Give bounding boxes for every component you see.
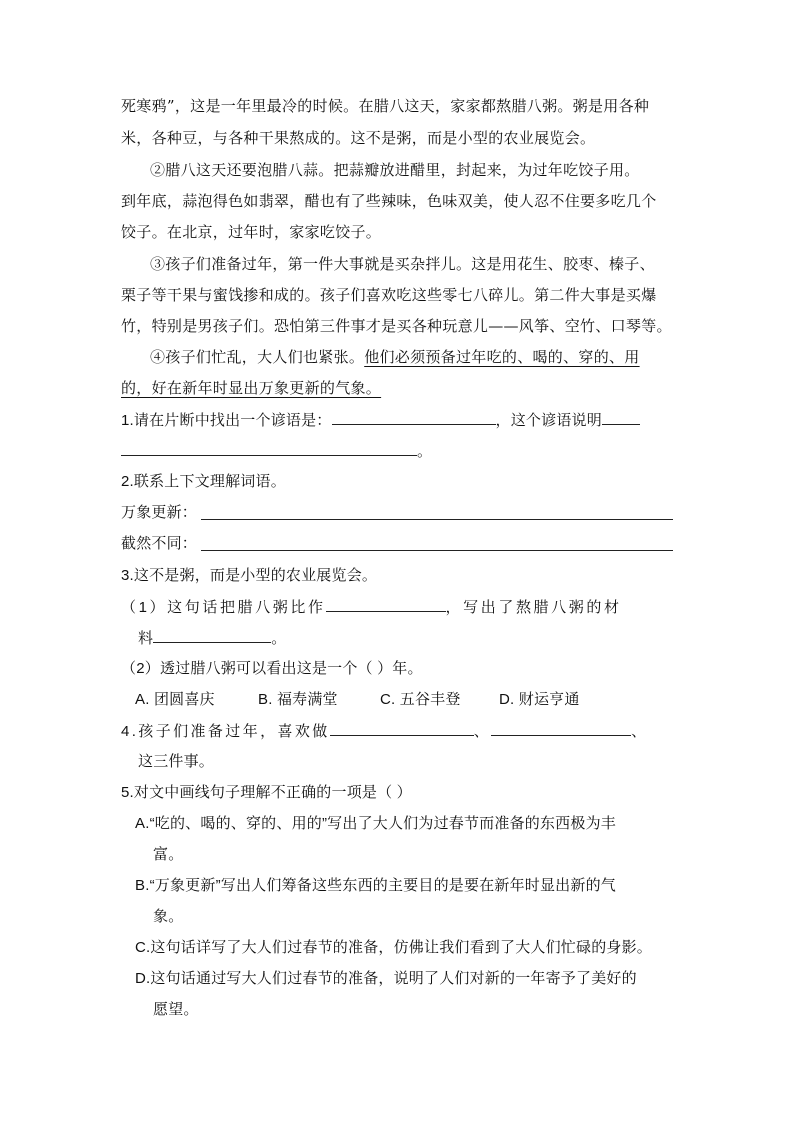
answer-blank[interactable] [602, 410, 640, 425]
question-3-2: （2）透过腊八粥可以看出这是一个（ ）年。 [121, 660, 423, 677]
passage-line: 死寒鸦”，这是一年里最冷的时候。在腊八这天，家家都熬腊八粥。粥是用各种 [121, 97, 650, 115]
question-2-title: 2.联系上下文理解词语。 [121, 473, 286, 490]
answer-blank[interactable] [153, 628, 271, 643]
underlined-sentence: 他们必须预备过年吃的、喝的、穿的、用 [364, 348, 640, 366]
word-jieranbutong: 截然不同： [121, 535, 198, 552]
answer-blank[interactable] [491, 721, 631, 736]
separator: 、 [631, 723, 649, 740]
option-b[interactable]: B.“万象更新”写出人们筹备这些东西的主要目的是要在新年时显出新的气 [135, 877, 616, 894]
passage-paragraph-2: ②腊八这天还要泡腊八蒜。把蒜瓣放进醋里，封起来，为过年吃饺子用。 [150, 161, 640, 179]
option-c[interactable]: C. 五谷丰登 [380, 691, 461, 708]
answer-line[interactable] [201, 519, 673, 520]
separator: 、 [473, 723, 492, 740]
question-4-prompt: 4.孩子们准备过年，喜欢做 [121, 723, 330, 740]
option-a[interactable]: A. 团圆喜庆 [135, 691, 215, 708]
passage-line: 到年底，蒜泡得色如翡翠，醋也有了些辣味，色味双美，使人忍不住要多吃几个 [121, 192, 657, 210]
passage-line: 米，各种豆，与各种干果熬成的。这不是粥，而是小型的农业展览会。 [121, 129, 596, 147]
question-3-1-continuation [138, 628, 286, 649]
question-3-1-word: 料 [138, 630, 154, 647]
passage-paragraph-4 [150, 347, 640, 367]
option-b-continuation: 象。 [153, 908, 184, 925]
underlined-sentence: 的，好在新年时显出万象更新的气象。 [121, 379, 382, 397]
period: 。 [417, 443, 433, 460]
passage-paragraph-3: ③孩子们准备过年，第一件大事就是买杂拌儿。这是用花生、胶枣、榛子、 [150, 255, 655, 273]
word-wanxianggengxin: 万象更新： [121, 504, 198, 521]
question-1 [121, 410, 640, 431]
passage-line: 饺子。在北京，过年时，家家吃饺子。 [121, 223, 382, 241]
question-3-1-prompt: （1）这句话把腊八粥比作 [121, 599, 326, 616]
question-1-prompt-2: ，这个谚语说明 [495, 412, 602, 429]
question-5-title: 5.对文中画线句子理解不正确的一项是（ ） [121, 784, 412, 801]
option-d[interactable]: D.这句话通过写大人们过春节的准备，说明了人们对新的一年寄予了美好的 [135, 970, 637, 987]
question-4-continuation: 这三件事。 [138, 753, 215, 770]
option-a-continuation: 富。 [153, 846, 184, 863]
option-a[interactable]: A.“吃的、喝的、穿的、用的”写出了大人们为过春节而准备的东西极为丰 [135, 815, 616, 832]
period: 。 [271, 630, 287, 647]
option-b[interactable]: B. 福寿满堂 [258, 691, 338, 708]
question-1-prompt: 1.请在片断中找出一个谚语是： [121, 412, 332, 429]
answer-blank[interactable] [121, 441, 417, 456]
answer-blank[interactable] [326, 597, 446, 612]
passage-line: 竹，特别是男孩子们。恐怕第三件事才是买各种玩意儿——风筝、空竹、口琴等。 [121, 317, 672, 335]
question-3-1 [121, 597, 622, 618]
option-c[interactable]: C.这句话详写了大人们过春节的准备，仿佛让我们看到了大人们忙碌的身影。 [135, 939, 653, 956]
answer-line[interactable] [201, 550, 673, 551]
question-1-continuation [121, 441, 432, 462]
question-4 [121, 721, 649, 742]
option-d[interactable]: D. 财运亨通 [499, 691, 580, 708]
passage-line: 栗子等干果与蜜饯掺和成的。孩子们喜欢吃这些零七八碎儿。第二件大事是买爆 [121, 286, 657, 304]
answer-blank[interactable] [330, 721, 474, 736]
question-3-1-prompt-2: ，写出了熬腊八粥的材 [445, 599, 622, 616]
passage-text: ④孩子们忙乱，大人们也紧张。 [150, 348, 365, 366]
option-d-continuation: 愿望。 [153, 1001, 199, 1018]
question-3-title: 3.这不是粥，而是小型的农业展览会。 [121, 567, 378, 584]
answer-blank[interactable] [332, 410, 496, 425]
